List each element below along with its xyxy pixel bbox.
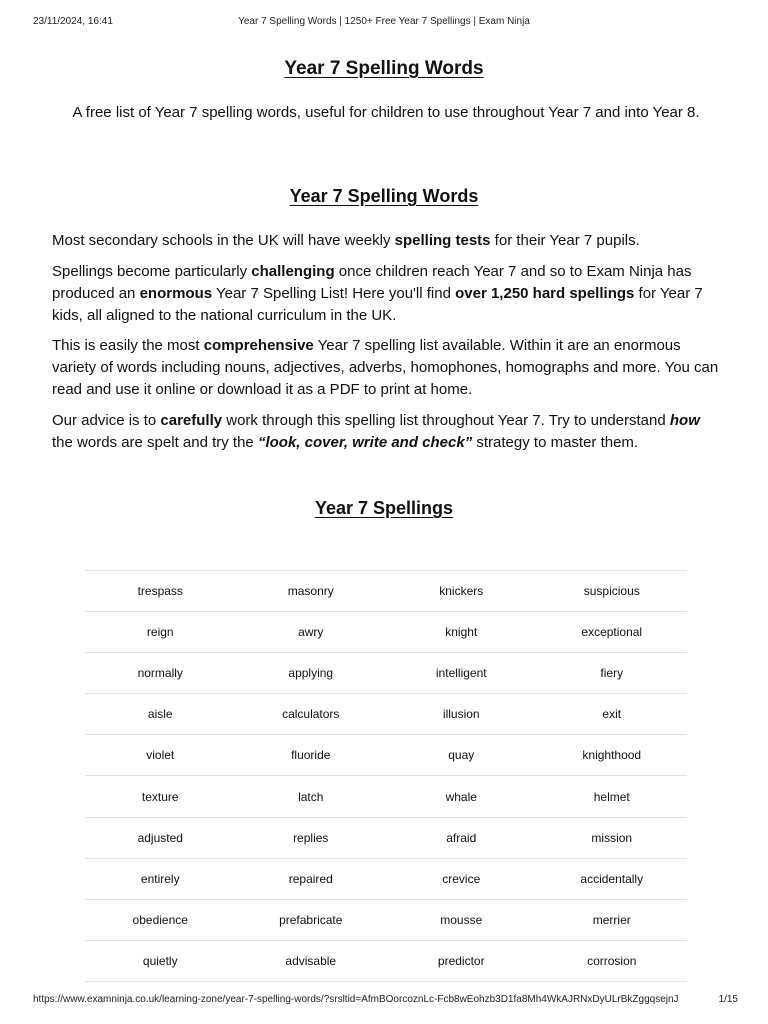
table-row bbox=[85, 694, 687, 735]
spelling-word: mission bbox=[537, 817, 688, 858]
paragraph-comprehensive: This is easily the most comprehensive Year 7 spelling list available. Within it are an enormous variety of words including nouns, adjectives, adverbs, homophones, homographs and more. You can read and use it online or download it as a PDF to print at home. bbox=[52, 337, 719, 398]
paragraph-challenging: Spellings become particularly challenging once children reach Year 7 and so to Exam Ninja has produced an enormous Year 7 Spelling List! Here you'll find over 1,250 hard spellings for Year 7 kids, all aligned to the national curriculum in the UK. bbox=[52, 263, 703, 324]
spelling-word: calculators bbox=[236, 694, 387, 735]
spelling-word: predictor bbox=[386, 940, 537, 981]
spelling-word: knighthood bbox=[537, 735, 688, 776]
spelling-word: exceptional bbox=[537, 612, 688, 653]
spelling-word: masonry bbox=[236, 571, 387, 612]
print-page-number: 1/15 bbox=[718, 994, 738, 1005]
table-row bbox=[85, 776, 687, 817]
print-document-title: Year 7 Spelling Words | 1250+ Free Year 7 Spellings | Exam Ninja bbox=[238, 16, 530, 27]
table-row bbox=[85, 899, 687, 940]
table-row bbox=[85, 612, 687, 653]
table-row bbox=[85, 735, 687, 776]
spelling-word: awry bbox=[236, 612, 387, 653]
spelling-word: quay bbox=[386, 735, 537, 776]
spelling-word: merrier bbox=[537, 899, 688, 940]
spelling-word: crevice bbox=[386, 858, 537, 899]
spelling-word: afraid bbox=[386, 817, 537, 858]
section-heading-spelling-words: Year 7 Spelling Words bbox=[289, 186, 479, 206]
spelling-word: normally bbox=[85, 653, 236, 694]
spelling-word: entirely bbox=[85, 858, 236, 899]
spelling-word: intelligent bbox=[386, 653, 537, 694]
spelling-word: replies bbox=[236, 817, 387, 858]
spelling-word: obedience bbox=[85, 899, 236, 940]
table-row bbox=[85, 940, 687, 981]
spelling-word: adjusted bbox=[85, 817, 236, 858]
spelling-word: illusion bbox=[386, 694, 537, 735]
print-url: https://www.examninja.co.uk/learning-zone/year-7-spelling-words/?srsltid=AfmBOorcoznLc-Fcb8wEohzb3D1fa8Mh4WkAJRNxDyULrBkZggqsejnJ bbox=[33, 994, 679, 1005]
spelling-word: whale bbox=[386, 776, 537, 817]
table-row bbox=[85, 858, 687, 899]
spelling-word: knight bbox=[386, 612, 537, 653]
spelling-word: aisle bbox=[85, 694, 236, 735]
spelling-word: quietly bbox=[85, 940, 236, 981]
table-row bbox=[85, 817, 687, 858]
spelling-word: knickers bbox=[386, 571, 537, 612]
spelling-word: fluoride bbox=[236, 735, 387, 776]
table-row bbox=[85, 653, 687, 694]
spelling-word: applying bbox=[236, 653, 387, 694]
spelling-word: latch bbox=[236, 776, 387, 817]
paragraph-advice: Our advice is to carefully work through this spelling list throughout Year 7. Try to understand how the words are spelt and try the “look, cover, write and check” strategy to master them. bbox=[52, 412, 700, 451]
spelling-word: trespass bbox=[85, 571, 236, 612]
print-footer bbox=[33, 994, 738, 1008]
spelling-word: reign bbox=[85, 612, 236, 653]
intro-text: A free list of Year 7 spelling words, useful for children to use throughout Year 7 and into Year 8. bbox=[72, 104, 700, 121]
spelling-word: mousse bbox=[386, 899, 537, 940]
print-datetime: 23/11/2024, 16:41 bbox=[33, 16, 113, 27]
spelling-word: texture bbox=[85, 776, 236, 817]
spelling-word: violet bbox=[85, 735, 236, 776]
spelling-word: exit bbox=[537, 694, 688, 735]
paragraph-weekly-tests: Most secondary schools in the UK will have weekly spelling tests for their Year 7 pupils. bbox=[52, 232, 640, 249]
spellings-table bbox=[85, 570, 687, 982]
spelling-word: suspicious bbox=[537, 571, 688, 612]
print-header bbox=[33, 16, 735, 30]
spelling-word: prefabricate bbox=[236, 899, 387, 940]
spelling-word: fiery bbox=[537, 653, 688, 694]
spelling-word: helmet bbox=[537, 776, 688, 817]
spelling-word: repaired bbox=[236, 858, 387, 899]
page-title: Year 7 Spelling Words bbox=[284, 58, 484, 79]
link-spelling-tests[interactable]: spelling tests bbox=[394, 232, 491, 249]
spelling-word: advisable bbox=[236, 940, 387, 981]
spelling-word: corrosion bbox=[537, 940, 688, 981]
spelling-word: accidentally bbox=[537, 858, 688, 899]
table-row bbox=[85, 571, 687, 612]
section-heading-spellings: Year 7 Spellings bbox=[314, 498, 454, 518]
